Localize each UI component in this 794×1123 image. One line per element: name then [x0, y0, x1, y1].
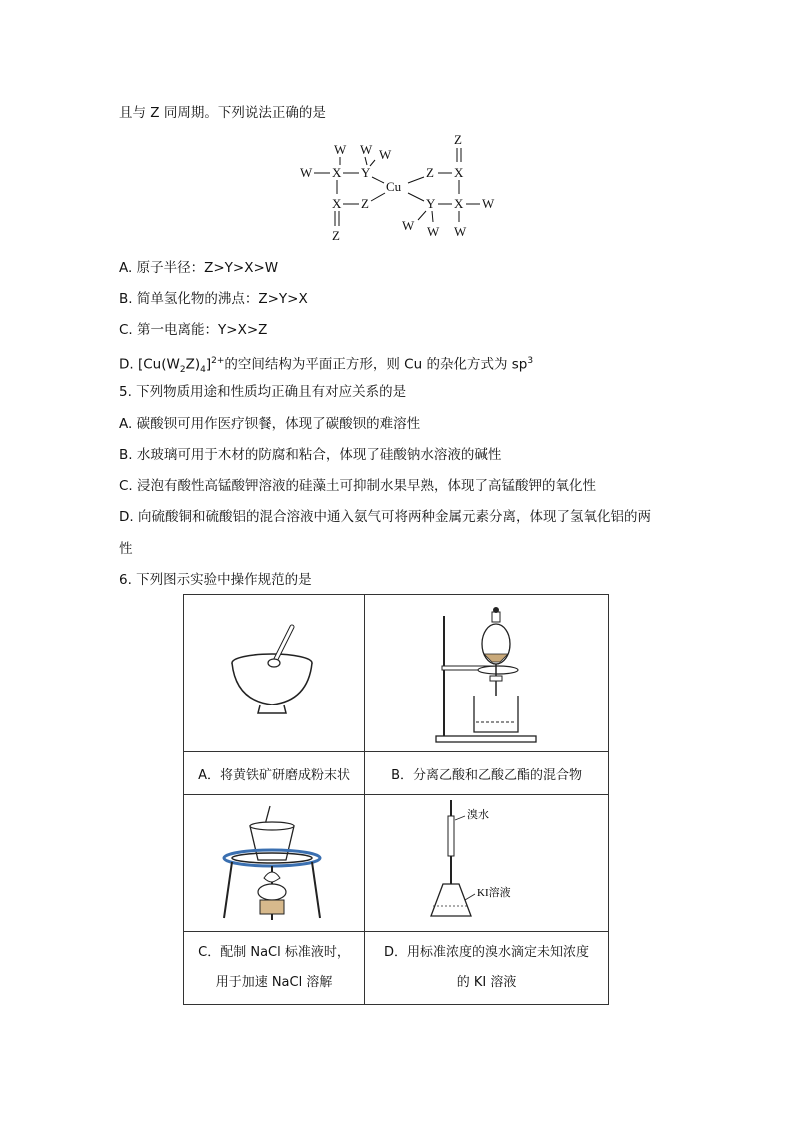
struct-W4: W	[300, 165, 313, 180]
q4-option-c: C. 第一电离能：Y>X>Z	[119, 322, 268, 338]
q5-option-d-line2: 性	[119, 541, 133, 557]
struct-X2: X	[332, 196, 342, 211]
q4-option-d: D. $[Cu(W_2Z)_4]^{2+}$的空间结构为平面正方形，则 Cu 的杂化方式为 $sp^3$	[119, 356, 534, 376]
struct-W2: W	[360, 142, 373, 157]
q6-options-table	[183, 594, 609, 1005]
struct-W3: W	[379, 147, 392, 162]
struct-X1: X	[332, 165, 342, 180]
struct-W5: W	[482, 196, 495, 211]
struct-X4: X	[454, 196, 464, 211]
q6-stem: 6. 下列图示实验中操作规范的是	[119, 572, 312, 588]
label-ki-solution: KI溶液	[476, 887, 511, 899]
q4-intro: 且与 Z 同周期。下列说法正确的是	[119, 105, 326, 121]
struct-W7: W	[427, 224, 440, 239]
struct-Y1: Y	[361, 165, 371, 180]
struct-X3: X	[454, 165, 464, 180]
crucible-heating-icon	[214, 796, 334, 926]
q4-option-a: A. 原子半径：Z>Y>X>W	[119, 260, 279, 276]
struct-W1: W	[334, 142, 347, 157]
struct-Z1: Z	[361, 196, 369, 211]
q5-option-a: A. 碳酸钡可用作医疗钡餐，体现了碳酸钡的难溶性	[119, 416, 421, 432]
q5-option-b: B. 水玻璃可用于木材的防腐和粘合，体现了硅酸钠水溶液的碱性	[119, 447, 502, 463]
q5-option-c: C. 浸泡有酸性高锰酸钾溶液的硅藻土可抑制水果早熟，体现了高锰酸钾的氧化性	[119, 478, 597, 494]
q5-option-d-line1: D. 向硫酸铜和硫酸铝的混合溶液中通入氨气可将两种金属元素分离，体现了氢氧化铝的两	[119, 509, 651, 525]
q6-caption-c: C．配制 NaCl 标准液时， 用于加速 NaCl 溶解	[184, 932, 365, 1005]
struct-Z4: Z	[454, 132, 462, 147]
q5-stem: 5. 下列物质用途和性质均正确且有对应关系的是	[119, 384, 407, 400]
mortar-pestle-icon	[214, 621, 334, 721]
coordination-structure	[290, 130, 510, 250]
label-bromine-water: 溴水	[466, 809, 489, 821]
q6-figure-b	[365, 595, 609, 752]
q6-figure-d	[365, 795, 609, 932]
struct-Z2: Z	[332, 228, 340, 243]
q6-caption-d: D．用标准浓度的溴水滴定未知浓度 的 KI 溶液	[365, 932, 609, 1005]
titration-icon	[417, 796, 557, 926]
q6-figure-a	[184, 595, 365, 752]
q6-figure-c	[184, 795, 365, 932]
struct-W8: W	[454, 224, 467, 239]
separatory-funnel-icon	[422, 596, 552, 746]
struct-Cu: Cu	[386, 179, 402, 194]
q4-option-b: B. 简单氢化物的沸点：Z>Y>X	[119, 291, 308, 307]
struct-W6: W	[402, 218, 415, 233]
q6-caption-b: B．分离乙酸和乙酸乙酯的混合物	[365, 752, 609, 795]
struct-Z3: Z	[426, 165, 434, 180]
struct-Y2: Y	[426, 196, 436, 211]
q6-caption-a: A．将黄铁矿研磨成粉末状	[184, 752, 365, 795]
